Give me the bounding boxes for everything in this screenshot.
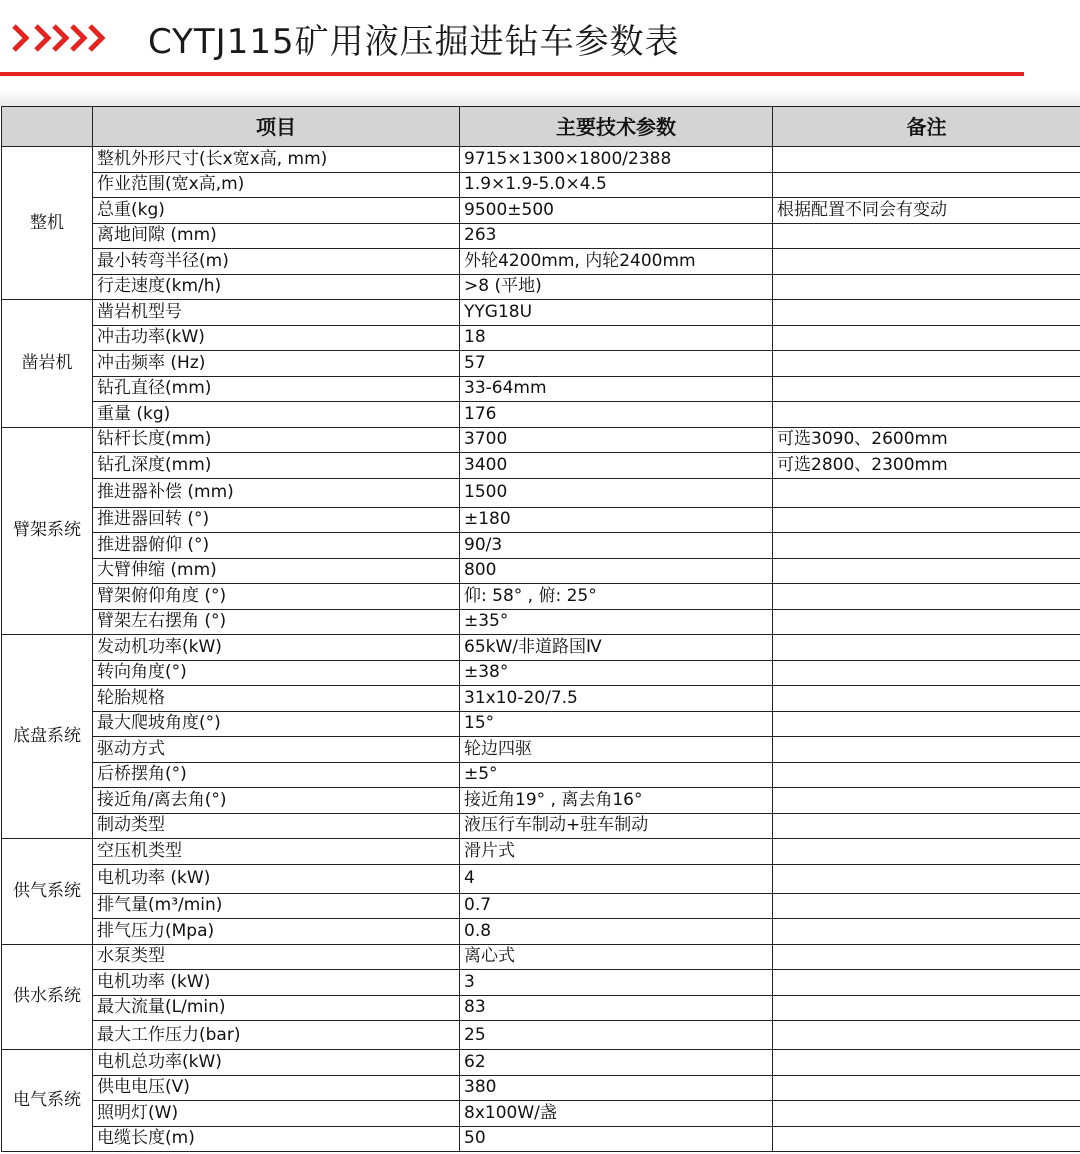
cell-note — [773, 995, 1080, 1021]
table-row — [2, 762, 1080, 788]
cell-value: 离心式 — [460, 944, 773, 970]
cell-note — [773, 1021, 1080, 1050]
cell-note — [773, 249, 1080, 275]
cell-item: 作业范围(宽x高,m) — [93, 172, 460, 198]
cell-item: 转向角度(°) — [93, 660, 460, 686]
header-group-cell — [2, 107, 93, 147]
cell-value: 仰: 58° , 俯: 25° — [460, 584, 773, 610]
cell-value: 液压行车制动+驻车制动 — [460, 813, 773, 839]
cell-item: 电机总功率(kW) — [93, 1050, 460, 1076]
cell-value: 9500±500 — [460, 198, 773, 224]
parameter-table — [1, 106, 1080, 1152]
cell-value: 外轮4200mm, 内轮2400mm — [460, 249, 773, 275]
cell-note — [773, 300, 1080, 326]
cell-value: 50 — [460, 1126, 773, 1152]
cell-item: 供电电压(V) — [93, 1075, 460, 1101]
cell-note — [773, 147, 1080, 173]
table-row — [2, 198, 1080, 224]
cell-value: 0.8 — [460, 919, 773, 945]
cell-note — [773, 788, 1080, 814]
table-row — [2, 147, 1080, 173]
cell-item: 推进器补偿 (mm) — [93, 478, 460, 507]
cell-note — [773, 223, 1080, 249]
table-row — [2, 558, 1080, 584]
cell-value: 3 — [460, 970, 773, 996]
table-row — [2, 376, 1080, 402]
table-row — [2, 1021, 1080, 1050]
table-row — [2, 507, 1080, 533]
cell-note — [773, 893, 1080, 919]
cell-value: 800 — [460, 558, 773, 584]
cell-value: ±35° — [460, 609, 773, 635]
table-row — [2, 711, 1080, 737]
chevron-arrows-icon — [10, 20, 110, 56]
cell-item: 照明灯(W) — [93, 1101, 460, 1127]
table-row — [2, 172, 1080, 198]
table-row — [2, 274, 1080, 300]
cell-value: 8x100W/盏 — [460, 1101, 773, 1127]
page-header — [0, 0, 1080, 80]
table-row — [2, 813, 1080, 839]
cell-note: 根据配置不同会有变动 — [773, 198, 1080, 224]
cell-item: 钻杆长度(mm) — [93, 427, 460, 453]
cell-value: 4 — [460, 864, 773, 893]
cell-value: 轮边四驱 — [460, 737, 773, 763]
cell-note — [773, 609, 1080, 635]
cell-value: ±38° — [460, 660, 773, 686]
cell-note — [773, 274, 1080, 300]
table-row — [2, 864, 1080, 893]
cell-note — [773, 478, 1080, 507]
cell-item: 钻孔深度(mm) — [93, 453, 460, 479]
table-row — [2, 944, 1080, 970]
cell-note — [773, 1126, 1080, 1152]
cell-item: 整机外形尺寸(长x宽x高, mm) — [93, 147, 460, 173]
cell-value: 62 — [460, 1050, 773, 1076]
cell-note — [773, 813, 1080, 839]
table-row — [2, 1126, 1080, 1152]
cell-value: 380 — [460, 1075, 773, 1101]
cell-note: 可选2800、2300mm — [773, 453, 1080, 479]
cell-value: >8 (平地) — [460, 274, 773, 300]
cell-item: 推进器俯仰 (°) — [93, 533, 460, 559]
table-row — [2, 402, 1080, 428]
column-header-note: 备注 — [773, 107, 1080, 147]
cell-note — [773, 660, 1080, 686]
cell-note — [773, 1075, 1080, 1101]
cell-value: 18 — [460, 325, 773, 351]
table-row — [2, 300, 1080, 326]
table-row — [2, 1050, 1080, 1076]
table-row — [2, 919, 1080, 945]
cell-item: 推进器回转 (°) — [93, 507, 460, 533]
table-header-row — [2, 107, 1080, 147]
cell-note — [773, 762, 1080, 788]
group-label: 底盘系统 — [2, 635, 93, 839]
cell-item: 接近角/离去角(°) — [93, 788, 460, 814]
cell-item: 行走速度(km/h) — [93, 274, 460, 300]
cell-note — [773, 584, 1080, 610]
cell-value: 3400 — [460, 453, 773, 479]
cell-item: 最大流量(L/min) — [93, 995, 460, 1021]
group-label: 供水系统 — [2, 944, 93, 1050]
cell-item: 臂架左右摆角 (°) — [93, 609, 460, 635]
cell-item: 电机功率 (kW) — [93, 970, 460, 996]
table-row — [2, 660, 1080, 686]
cell-item: 水泵类型 — [93, 944, 460, 970]
cell-item: 总重(kg) — [93, 198, 460, 224]
cell-note — [773, 376, 1080, 402]
cell-note — [773, 737, 1080, 763]
cell-item: 电机功率 (kW) — [93, 864, 460, 893]
cell-item: 制动类型 — [93, 813, 460, 839]
cell-note — [773, 1050, 1080, 1076]
cell-item: 最大爬坡角度(°) — [93, 711, 460, 737]
table-row — [2, 1075, 1080, 1101]
column-header-item: 项目 — [93, 107, 460, 147]
group-label: 供气系统 — [2, 839, 93, 945]
group-label: 凿岩机 — [2, 300, 93, 428]
cell-item: 离地间隙 (mm) — [93, 223, 460, 249]
cell-value: 滑片式 — [460, 839, 773, 865]
cell-value: 1.9×1.9-5.0×4.5 — [460, 172, 773, 198]
cell-value: 57 — [460, 351, 773, 377]
cell-value: 31x10-20/7.5 — [460, 686, 773, 712]
cell-note — [773, 325, 1080, 351]
table-row — [2, 223, 1080, 249]
cell-note — [773, 686, 1080, 712]
table-row — [2, 249, 1080, 275]
table-row — [2, 453, 1080, 479]
table-row — [2, 351, 1080, 377]
table-row — [2, 893, 1080, 919]
table-row — [2, 427, 1080, 453]
cell-note — [773, 839, 1080, 865]
cell-item: 最小转弯半径(m) — [93, 249, 460, 275]
table-body — [2, 147, 1080, 1152]
cell-value: 9715×1300×1800/2388 — [460, 147, 773, 173]
group-label: 电气系统 — [2, 1050, 93, 1152]
cell-value: YYG18U — [460, 300, 773, 326]
table-row — [2, 584, 1080, 610]
cell-value: 176 — [460, 402, 773, 428]
table-row — [2, 478, 1080, 507]
cell-item: 排气量(m³/min) — [93, 893, 460, 919]
cell-item: 臂架俯仰角度 (°) — [93, 584, 460, 610]
cell-value: 65kW/非道路国Ⅳ — [460, 635, 773, 661]
cell-note — [773, 1101, 1080, 1127]
cell-value: ±180 — [460, 507, 773, 533]
cell-item: 冲击功率(kW) — [93, 325, 460, 351]
cell-value: ±5° — [460, 762, 773, 788]
table-row — [2, 609, 1080, 635]
cell-note — [773, 172, 1080, 198]
cell-value: 15° — [460, 711, 773, 737]
cell-item: 冲击频率 (Hz) — [93, 351, 460, 377]
cell-item: 电缆长度(m) — [93, 1126, 460, 1152]
cell-note — [773, 558, 1080, 584]
cell-item: 重量 (kg) — [93, 402, 460, 428]
table-row — [2, 1101, 1080, 1127]
header-shadow — [0, 90, 1080, 106]
cell-note — [773, 402, 1080, 428]
table-row — [2, 970, 1080, 996]
cell-note — [773, 711, 1080, 737]
cell-item: 后桥摆角(°) — [93, 762, 460, 788]
cell-note: 可选3090、2600mm — [773, 427, 1080, 453]
cell-note — [773, 970, 1080, 996]
cell-value: 33-64mm — [460, 376, 773, 402]
cell-item: 发动机功率(kW) — [93, 635, 460, 661]
cell-item: 排气压力(Mpa) — [93, 919, 460, 945]
cell-note — [773, 351, 1080, 377]
table-row — [2, 995, 1080, 1021]
cell-value: 1500 — [460, 478, 773, 507]
cell-item: 最大工作压力(bar) — [93, 1021, 460, 1050]
column-header-value: 主要技术参数 — [460, 107, 773, 147]
table-row — [2, 839, 1080, 865]
cell-note — [773, 533, 1080, 559]
cell-note — [773, 919, 1080, 945]
cell-item: 驱动方式 — [93, 737, 460, 763]
cell-item: 凿岩机型号 — [93, 300, 460, 326]
cell-value: 接近角19° , 离去角16° — [460, 788, 773, 814]
table-row — [2, 533, 1080, 559]
cell-value: 25 — [460, 1021, 773, 1050]
cell-item: 大臂伸缩 (mm) — [93, 558, 460, 584]
table-row — [2, 325, 1080, 351]
table-row — [2, 737, 1080, 763]
cell-value: 263 — [460, 223, 773, 249]
group-label: 整机 — [2, 147, 93, 300]
cell-note — [773, 507, 1080, 533]
cell-item: 空压机类型 — [93, 839, 460, 865]
cell-note — [773, 944, 1080, 970]
title-underline — [0, 72, 1024, 76]
cell-item: 钻孔直径(mm) — [93, 376, 460, 402]
table-row — [2, 635, 1080, 661]
cell-note — [773, 864, 1080, 893]
cell-value: 3700 — [460, 427, 773, 453]
table-row — [2, 686, 1080, 712]
cell-value: 83 — [460, 995, 773, 1021]
table-row — [2, 788, 1080, 814]
cell-value: 0.7 — [460, 893, 773, 919]
cell-value: 90/3 — [460, 533, 773, 559]
group-label: 臂架系统 — [2, 427, 93, 635]
cell-item: 轮胎规格 — [93, 686, 460, 712]
cell-note — [773, 635, 1080, 661]
page-title: CYTJ115矿用液压掘进钻车参数表 — [148, 22, 680, 62]
